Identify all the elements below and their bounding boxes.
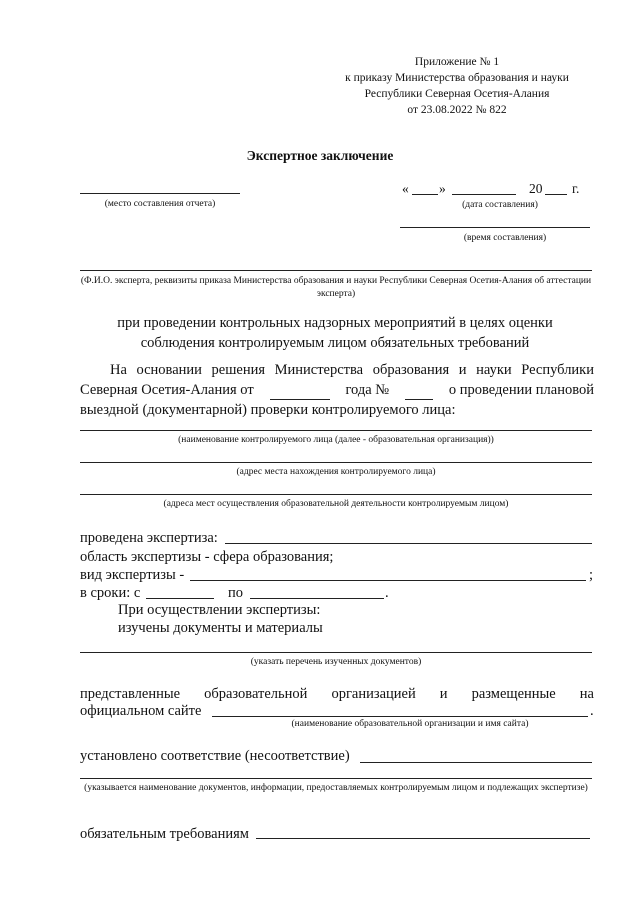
time-caption: (время составления)	[463, 233, 547, 243]
org-address-line[interactable]	[80, 462, 592, 463]
presented-word: образовательной	[204, 686, 308, 702]
basis-text-c: о проведении плановой	[448, 382, 594, 398]
activity-addresses-line[interactable]	[80, 494, 592, 495]
official-site-label: официальном сайте	[80, 703, 202, 719]
established-line-2[interactable]	[80, 778, 592, 779]
terms-to-line[interactable]	[250, 598, 384, 599]
annex-republic: Республики Северная Осетия-Алания	[364, 88, 550, 100]
basis-text-b: года №	[345, 382, 390, 398]
expert-caption: (Ф.И.О. эксперта, реквизиты приказа Министерства образования и науки Республики Северная Осетия-Алания об аттестации эксперта)	[80, 276, 592, 299]
expertise-done-label: проведена экспертиза:	[80, 530, 218, 546]
docs-list-line[interactable]	[80, 652, 592, 653]
basis-line-3: выездной (документарной) проверки контролируемого лица:	[80, 402, 456, 418]
requirements-label: обязательным требованиям	[80, 826, 249, 842]
during-expertise: При осуществлении экспертизы:	[118, 602, 321, 618]
terms-period: .	[385, 585, 389, 601]
date-caption: (дата составления)	[462, 200, 538, 210]
org-name-caption: (наименование контролируемого лица (далее - образовательная организация))	[178, 435, 494, 445]
org-name-line[interactable]	[80, 430, 592, 431]
place-field-line[interactable]	[80, 193, 240, 194]
place-caption: (место составления отчета)	[104, 199, 216, 209]
basis-text-a: Северная Осетия-Алания от	[80, 382, 254, 398]
expertise-done-line[interactable]	[225, 543, 592, 544]
annex-header	[332, 54, 582, 118]
presented-word: и	[439, 686, 448, 702]
terms-from-line[interactable]	[146, 598, 214, 599]
date-close-quote: »	[439, 181, 446, 196]
date-open-quote: «	[402, 181, 409, 196]
org-site-caption: (наименование образовательной организации и имя сайта)	[291, 719, 529, 729]
date-year-line[interactable]	[545, 194, 567, 195]
purpose-text: при проведении контрольных надзорных мероприятий в целях оценки соблюдения контролируемым лицом обязательных требований	[117, 315, 553, 351]
terms-from-label: в сроки: с	[80, 585, 141, 601]
date-year-suffix: г.	[572, 181, 580, 196]
time-field-line[interactable]	[400, 227, 590, 228]
expertise-type-semicolon: ;	[589, 567, 594, 583]
org-address-caption: (адрес места нахождения контролируемого лица)	[236, 467, 436, 477]
official-site-line[interactable]	[212, 716, 588, 717]
annex-number: Приложение № 1	[414, 56, 500, 68]
date-month-line[interactable]	[452, 194, 516, 195]
basis-line-1: На основании решения Министерства образования и науки Республики	[110, 362, 594, 378]
docs-info-caption: (указывается наименование документов, информации, предоставляемых контролируемым лицом и подлежащих экспертизе)	[84, 783, 588, 793]
date-year-prefix: 20	[529, 181, 543, 196]
official-site-period: .	[590, 703, 594, 719]
expert-field-line[interactable]	[80, 270, 592, 271]
document-title: Экспертное заключение	[246, 148, 394, 163]
docs-list-caption: (указать перечень изученных документов)	[250, 657, 422, 667]
activity-addresses-caption: (адреса мест осуществления образовательной деятельности контролируемым лицом)	[163, 499, 509, 509]
requirements-line[interactable]	[256, 838, 590, 839]
studied-docs: изучены документы и материалы	[118, 620, 323, 636]
terms-to-label: по	[228, 585, 244, 601]
presented-word: представленные	[80, 686, 181, 702]
established-label: установлено соответствие (несоответствие)	[80, 748, 350, 764]
expertise-type-label: вид экспертизы -	[80, 567, 185, 583]
annex-date: от 23.08.2022 № 822	[407, 104, 507, 116]
basis-date-blank[interactable]	[270, 385, 330, 400]
expertise-type-line[interactable]	[190, 580, 586, 581]
date-day-line[interactable]	[412, 194, 438, 195]
basis-line-2	[80, 380, 594, 400]
basis-number-blank[interactable]	[405, 385, 433, 400]
annex-order-ref: к приказу Министерства образования и науки	[345, 72, 569, 84]
expertise-area: область экспертизы - сфера образования;	[80, 549, 334, 565]
presented-word: организацией	[331, 686, 416, 702]
presented-word: размещенные	[471, 686, 556, 702]
presented-word: на	[579, 686, 594, 702]
established-line[interactable]	[360, 762, 592, 763]
